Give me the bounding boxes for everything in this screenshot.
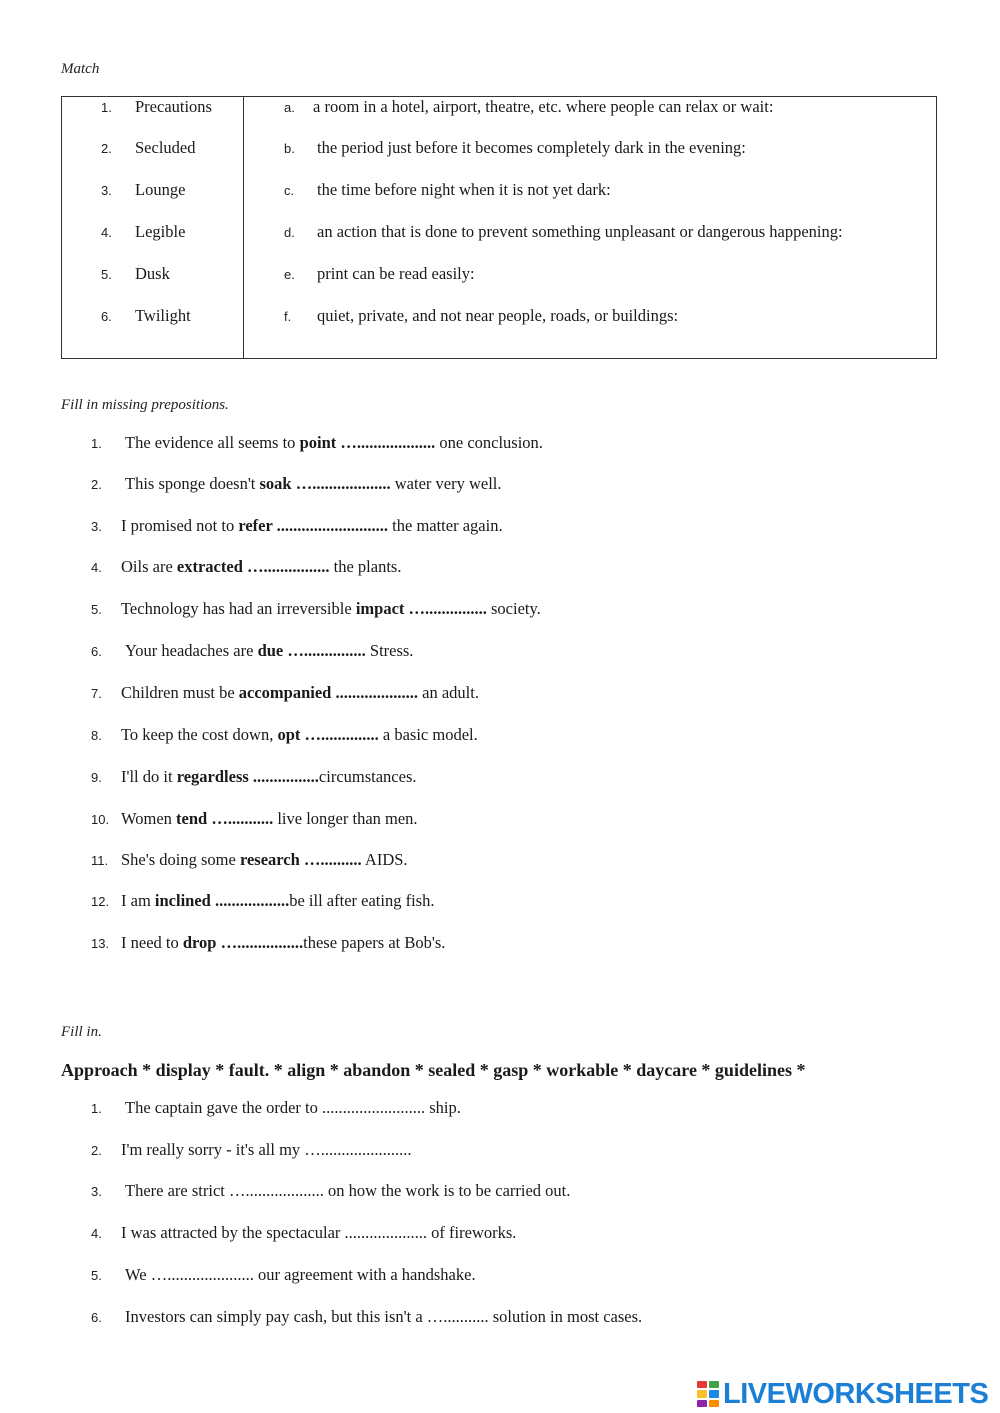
item-sentence: Oils are extracted …................ the plants. bbox=[121, 557, 402, 576]
term-number: 6. bbox=[101, 309, 112, 324]
logo-block bbox=[709, 1381, 719, 1388]
item-blank[interactable]: extracted …................ bbox=[176, 557, 330, 576]
item-sentence: The evidence all seems to point …................... one conclusion. bbox=[125, 433, 543, 452]
term-word: Precautions bbox=[135, 97, 212, 116]
item-blank[interactable]: impact …............... bbox=[355, 599, 487, 618]
item-blank[interactable]: tend …........... bbox=[176, 809, 274, 828]
definition-text: an action that is done to prevent something unpleasant or dangerous happening: bbox=[317, 222, 843, 241]
definition-text: quiet, private, and not near people, roads, or buildings: bbox=[317, 306, 679, 325]
logo-block bbox=[697, 1381, 707, 1388]
definition-letter: b. bbox=[284, 141, 295, 156]
term-number: 4. bbox=[101, 225, 112, 240]
item-sentence: Women tend …........... live longer than men. bbox=[121, 809, 418, 828]
item-number: 10. bbox=[91, 812, 110, 827]
definition-letter: c. bbox=[284, 183, 295, 198]
definition-letter: d. bbox=[284, 225, 295, 240]
item-sentence[interactable]: The captain gave the order to ......................... ship. bbox=[125, 1098, 461, 1117]
item-number: 2. bbox=[91, 477, 102, 492]
item-sentence[interactable]: Investors can simply pay cash, but this isn't a …........... solution in most cases. bbox=[125, 1307, 643, 1326]
item-sentence: Your headaches are due …............... Stress. bbox=[125, 641, 414, 660]
item-number: 1. bbox=[91, 436, 102, 451]
term-word: Secluded bbox=[135, 138, 196, 157]
prepositions-heading: Fill in missing prepositions. bbox=[61, 397, 229, 413]
item-sentence: Children must be accompanied .................... an adult. bbox=[121, 683, 479, 702]
item-blank[interactable]: point …................... bbox=[299, 433, 436, 452]
logo-block bbox=[709, 1390, 719, 1397]
item-sentence: I'll do it regardless ................circumstances. bbox=[121, 767, 417, 786]
item-number: 3. bbox=[91, 1184, 102, 1199]
definition-text: the time before night when it is not yet dark: bbox=[317, 180, 611, 199]
match-row bbox=[62, 180, 936, 204]
item-blank[interactable]: due …............... bbox=[257, 641, 366, 660]
item-sentence: She's doing some research ….......... AIDS. bbox=[121, 850, 408, 869]
item-blank[interactable]: regardless ................ bbox=[176, 767, 319, 786]
term-number: 1. bbox=[101, 100, 112, 115]
match-row bbox=[62, 264, 936, 288]
item-number: 5. bbox=[91, 602, 102, 617]
definition-letter: e. bbox=[284, 267, 295, 282]
item-sentence[interactable]: We …..................... our agreement with a handshake. bbox=[125, 1265, 476, 1284]
item-number: 9. bbox=[91, 770, 102, 785]
term-number: 2. bbox=[101, 141, 112, 156]
item-blank[interactable]: research ….......... bbox=[239, 850, 362, 869]
item-number: 8. bbox=[91, 728, 102, 743]
item-sentence: Technology has had an irreversible impact …............... society. bbox=[121, 599, 541, 618]
item-number: 4. bbox=[91, 560, 102, 575]
item-blank[interactable]: inclined .................. bbox=[154, 891, 290, 910]
item-number: 6. bbox=[91, 644, 102, 659]
term-word: Dusk bbox=[135, 264, 170, 283]
item-blank[interactable]: accompanied .................... bbox=[238, 683, 418, 702]
item-number: 6. bbox=[91, 1310, 102, 1325]
item-number: 4. bbox=[91, 1226, 102, 1241]
logo-block bbox=[709, 1400, 719, 1407]
item-number: 7. bbox=[91, 686, 102, 701]
definition-text: print can be read easily: bbox=[317, 264, 475, 283]
term-word: Lounge bbox=[135, 180, 186, 199]
item-sentence[interactable]: I'm really sorry - it's all my …...................... bbox=[121, 1140, 412, 1159]
logo-text: LIVEWORKSHEETS bbox=[723, 1377, 989, 1410]
item-number: 1. bbox=[91, 1101, 102, 1116]
definition-letter: f. bbox=[284, 309, 292, 324]
match-table bbox=[61, 96, 937, 359]
logo-block bbox=[697, 1390, 707, 1397]
match-heading: Match bbox=[61, 61, 100, 77]
item-blank[interactable]: soak …................... bbox=[259, 474, 391, 493]
match-row bbox=[62, 97, 936, 121]
item-blank[interactable]: refer ........................... bbox=[238, 516, 389, 535]
item-number: 2. bbox=[91, 1143, 102, 1158]
term-number: 5. bbox=[101, 267, 112, 282]
definition-letter: a. bbox=[284, 100, 295, 115]
item-number: 12. bbox=[91, 894, 110, 909]
liveworksheets-logo[interactable] bbox=[697, 1377, 988, 1411]
item-sentence: I need to drop …................these papers at Bob's. bbox=[121, 933, 446, 952]
item-blank[interactable]: opt ….............. bbox=[277, 725, 379, 744]
match-row bbox=[62, 306, 936, 330]
item-number: 11. bbox=[91, 853, 109, 868]
definition-text: a room in a hotel, airport, theatre, etc. where people can relax or wait: bbox=[313, 97, 774, 116]
item-sentence: This sponge doesn't soak …................... water very well. bbox=[125, 474, 502, 493]
fillin-heading: Fill in. bbox=[61, 1024, 102, 1040]
term-word: Twilight bbox=[135, 306, 191, 325]
item-number: 5. bbox=[91, 1268, 102, 1283]
item-sentence: I promised not to refer ........................... the matter again. bbox=[121, 516, 503, 535]
word-bank: Approach * display * fault. * align * abandon * sealed * gasp * workable * daycare * guidelines * bbox=[61, 1060, 806, 1080]
match-row bbox=[62, 138, 936, 162]
term-number: 3. bbox=[101, 183, 112, 198]
item-sentence[interactable]: There are strict …................... on how the work is to be carried out. bbox=[125, 1181, 571, 1200]
match-row bbox=[62, 222, 936, 246]
item-sentence: To keep the cost down, opt ….............. a basic model. bbox=[121, 725, 478, 744]
item-number: 3. bbox=[91, 519, 102, 534]
logo-blocks-icon bbox=[697, 1381, 719, 1407]
term-word: Legible bbox=[135, 222, 186, 241]
item-blank[interactable]: drop …................ bbox=[182, 933, 304, 952]
definition-text: the period just before it becomes completely dark in the evening: bbox=[317, 138, 746, 157]
item-sentence: I am inclined ..................be ill after eating fish. bbox=[121, 891, 435, 910]
item-sentence[interactable]: I was attracted by the spectacular .................... of fireworks. bbox=[121, 1223, 517, 1242]
logo-block bbox=[697, 1400, 707, 1407]
item-number: 13. bbox=[91, 936, 110, 951]
